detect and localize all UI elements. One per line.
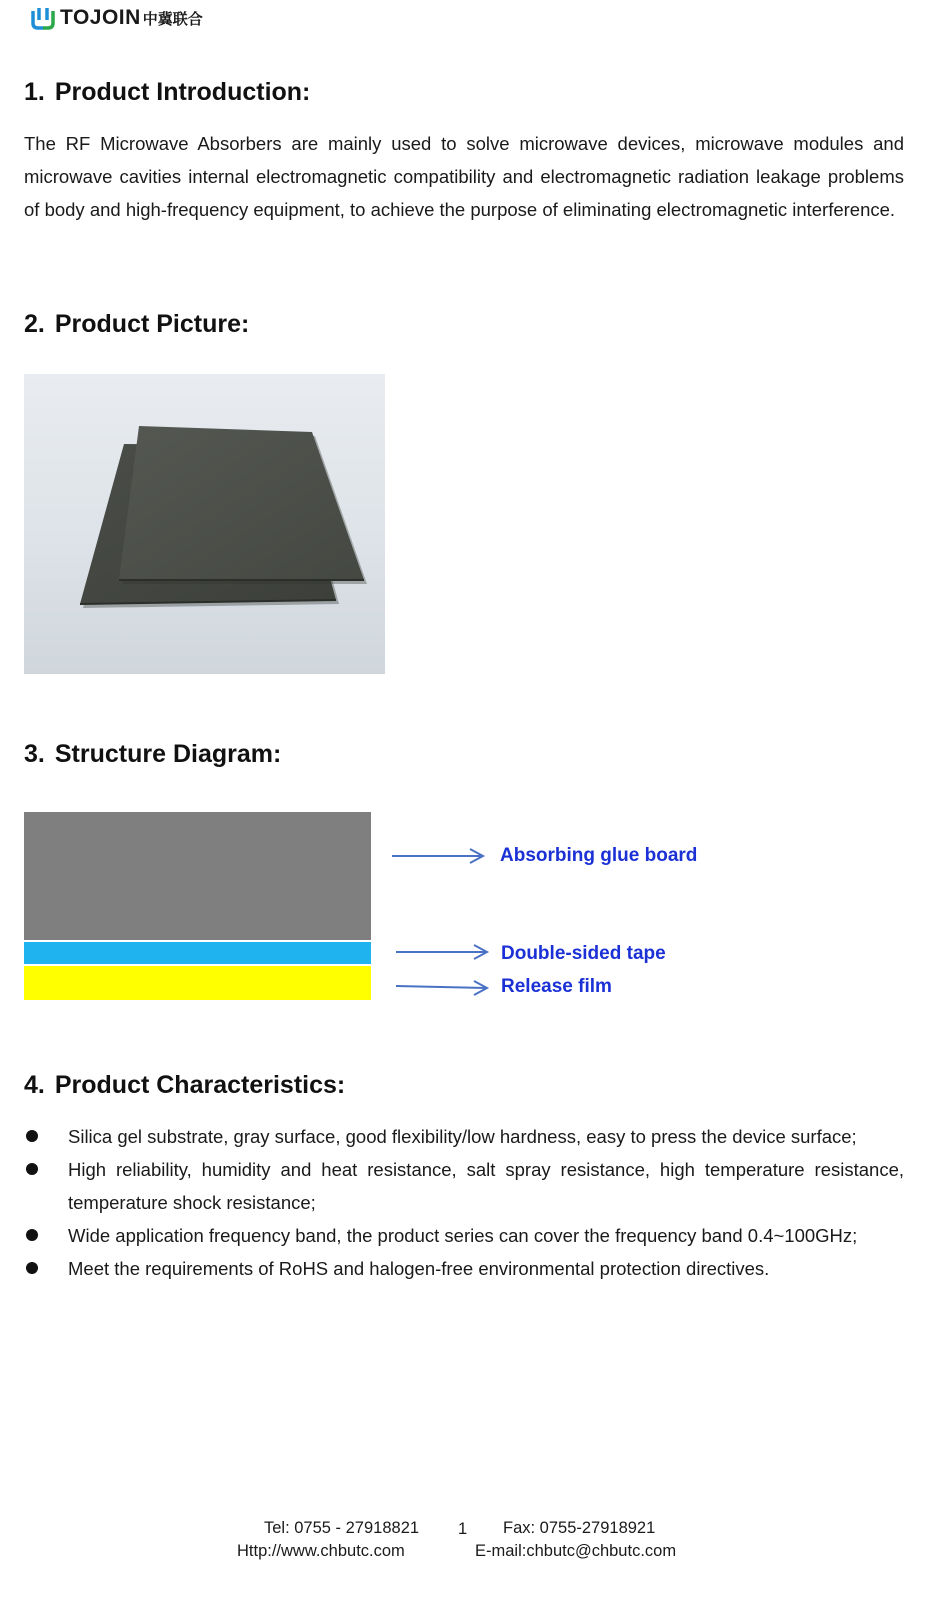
layer-release-film <box>24 966 371 1000</box>
bullet-icon <box>26 1229 38 1241</box>
list-item <box>24 1252 904 1285</box>
section-title: Product Characteristics: <box>54 1071 346 1099</box>
arrow-right-icon <box>394 942 494 962</box>
bullet-icon <box>26 1163 38 1175</box>
footer-email-link[interactable]: E-mail:chbutc@chbutc.com <box>475 1542 677 1560</box>
bullet-icon <box>26 1262 38 1274</box>
bullet-icon <box>26 1130 38 1142</box>
list-item-text: High reliability, humidity and heat resistance, salt spray resistance, high temperature resistance, temperature shock resistance; <box>68 1159 904 1213</box>
introduction-paragraph: The RF Microwave Absorbers are mainly used to solve microwave devices, microwave modules and microwave cavities internal electromagnetic compatibility and electromagnetic radiation leakage problems of body and high-frequency equipment, to achieve the purpose of eliminating electromagnetic interference. <box>24 133 904 220</box>
structure-diagram <box>24 812 724 1012</box>
logo-brand-cn-text: 中冀联合 <box>142 10 203 28</box>
section-heading-introduction <box>24 78 310 107</box>
section-title: Structure Diagram: <box>54 740 282 768</box>
label-absorbing-glue-board: Absorbing glue board <box>500 845 698 866</box>
footer-tel: Tel: 0755 - 27918821 <box>264 1519 420 1537</box>
section-number: 4. <box>24 1071 45 1099</box>
layer-double-sided-tape <box>24 942 371 964</box>
section-heading-picture <box>24 310 249 339</box>
list-item <box>24 1120 904 1153</box>
list-item-text: Meet the requirements of RoHS and halogen-free environmental protection directives. <box>68 1258 770 1279</box>
logo-mark-icon <box>30 5 56 31</box>
list-item <box>24 1219 904 1252</box>
section-title: Product Introduction: <box>54 78 311 106</box>
list-item-text: Silica gel substrate, gray surface, good flexibility/low hardness, easy to press the device surface; <box>68 1126 857 1147</box>
label-release-film: Release film <box>501 976 612 997</box>
page-number: 1 <box>458 1520 468 1538</box>
product-photo <box>24 374 385 674</box>
section-heading-structure <box>24 740 281 769</box>
list-item <box>24 1153 904 1219</box>
section-number: 1. <box>24 78 45 106</box>
section-title: Product Picture: <box>54 310 250 338</box>
label-double-sided-tape: Double-sided tape <box>501 943 666 964</box>
section-number: 2. <box>24 310 45 338</box>
logo-brand-text: TOJOIN <box>60 6 141 29</box>
characteristics-list <box>24 1120 904 1285</box>
footer-website-link[interactable]: Http://www.chbutc.com <box>237 1542 405 1560</box>
arrow-right-icon <box>390 846 490 866</box>
footer-fax: Fax: 0755-27918921 <box>503 1519 656 1537</box>
absorber-sheets-image <box>24 374 385 674</box>
section-number: 3. <box>24 740 45 768</box>
list-item-text: Wide application frequency band, the product series can cover the frequency band 0.4~100GHz; <box>68 1225 858 1246</box>
company-logo <box>30 4 203 32</box>
arrow-right-icon <box>394 978 494 998</box>
layer-absorbing-glue-board <box>24 812 371 940</box>
section-heading-characteristics <box>24 1071 345 1100</box>
